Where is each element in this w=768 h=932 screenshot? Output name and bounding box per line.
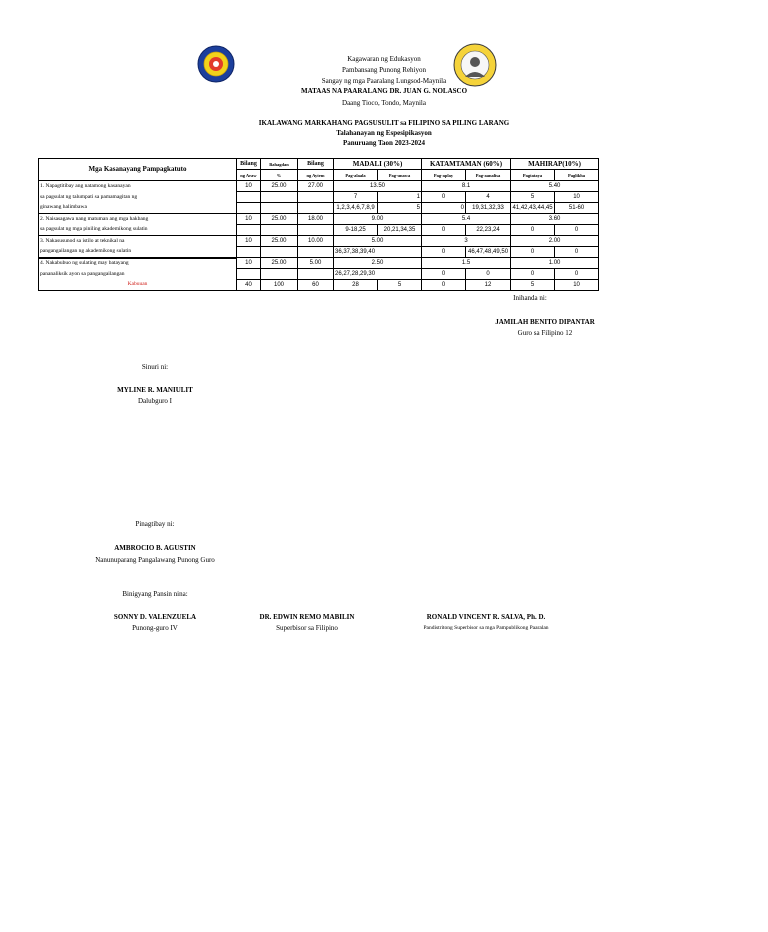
days-header: Bilang: [237, 159, 261, 170]
days-cell: 10: [237, 258, 261, 269]
table-row: [39, 236, 599, 247]
item-numbers-cell: 22,23,24: [466, 225, 511, 236]
total-items: 60: [298, 280, 334, 291]
noted-name-2: DR. EDWIN REMO MABILIN: [259, 613, 355, 621]
noted-name-3: RONALD VINCENT R. SALVA, Ph. D.: [426, 613, 546, 621]
item-numbers-cell: 0: [511, 247, 555, 258]
count-cell: 5: [511, 192, 555, 203]
noted-name-1: SONNY D. VALENZUELA: [113, 613, 197, 621]
madali-total: 2.50: [334, 258, 422, 269]
checked-label: Sinuri ni:: [141, 363, 169, 371]
competency-text: ginawang halimbawa: [39, 203, 237, 214]
competency-text: sa pagsulat ng mga piniling akademikong sulatin: [39, 225, 237, 236]
sub-header-unawa: Pag-unawa: [378, 170, 422, 181]
items-cell: 18.00: [298, 214, 334, 225]
noted-title-1: Punong-guro IV: [132, 624, 178, 632]
checked-name: MYLINE R. MANIULIT: [117, 386, 193, 394]
mahirap-total: 3.60: [511, 214, 599, 225]
approved-title: Nanunuparang Pangalawang Punong Guro: [95, 556, 215, 564]
items-header: Bilang: [298, 159, 334, 170]
item-numbers-cell: 36,37,38,39,40: [334, 247, 422, 258]
sub-header-aanalisa: Pag-aanalisa: [466, 170, 511, 181]
items-header-sub: ng Aytem: [298, 170, 334, 181]
katamtaman-total: 5.4: [422, 214, 511, 225]
division-line: Sangay ng mga Paaralang Lungsod-Maynila: [321, 77, 447, 85]
count-cell: 4: [466, 192, 511, 203]
item-numbers-cell: 0: [466, 269, 511, 280]
madali-total: 9.00: [334, 214, 422, 225]
competency-header: Mga Kasanayang Pampagkatuto: [39, 159, 237, 181]
total-value: 5: [378, 280, 422, 291]
items-cell: 10.00: [298, 236, 334, 247]
mahirap-total: 1.00: [511, 258, 599, 269]
competency-text: pananaliksik ayon sa pangangailangan: [39, 269, 237, 280]
table-row: [39, 225, 599, 236]
table-row: [39, 269, 599, 280]
prepared-name: JAMILAH BENITO DIPANTAR: [495, 318, 595, 326]
items-cell: 27.00: [298, 181, 334, 192]
madali-total: 13.50: [334, 181, 422, 192]
table-row: [39, 203, 599, 214]
items-cell: 5.00: [298, 258, 334, 269]
percent-cell: 25.00: [261, 181, 298, 192]
noted-label: Binigyang Pansin nina:: [122, 590, 188, 598]
sub-header-alaala: Pag-alaala: [334, 170, 378, 181]
total-value: 28: [334, 280, 378, 291]
competency-text: 2. Naisasagawa nang matuman ang mga hakbang: [39, 214, 237, 225]
table-row: [39, 247, 599, 258]
noted-title-2: Superbisor sa Filipino: [276, 624, 338, 632]
percent-cell: 25.00: [261, 236, 298, 247]
sub-header-pagtataya: Pagtataya: [511, 170, 555, 181]
percent-header: Bahagdan: [261, 159, 298, 170]
katamtaman-total: 3: [422, 236, 511, 247]
competency-text: 4. Nakabubuo ng sulating may batayang: [39, 258, 237, 269]
total-percent: 100: [261, 280, 298, 291]
total-row: [39, 280, 599, 291]
days-cell: 10: [237, 214, 261, 225]
count-cell: 7: [334, 192, 378, 203]
item-numbers-cell: 26,27,28,29,30: [334, 269, 422, 280]
checked-title: Dalubguro I: [137, 397, 173, 405]
approved-label: Pinagtibay ni:: [135, 520, 175, 528]
prepared-label: Inihanda ni:: [513, 294, 547, 302]
count-cell: 0: [422, 192, 466, 203]
katamtaman-total: 1.5: [422, 258, 511, 269]
item-numbers-cell: 0: [422, 269, 466, 280]
item-numbers-cell: 19,31,32,33: [466, 203, 511, 214]
madali-header: MADALI (30%): [334, 159, 422, 170]
total-value: 10: [555, 280, 599, 291]
item-numbers-cell: 9-18,25: [334, 225, 378, 236]
mahirap-header: MAHIRAP(10%): [511, 159, 599, 170]
item-numbers-cell: 5: [378, 203, 422, 214]
approved-name: AMBROCIO B. AGUSTIN: [114, 544, 196, 552]
school-name: MATAAS NA PAARALANG DR. JUAN G. NOLASCO: [300, 87, 468, 95]
competency-text: 3. Nakasusunod sa istilo at teknikal na: [39, 236, 237, 247]
item-numbers-cell: 0: [511, 225, 555, 236]
total-label: Kabuuan: [39, 280, 237, 291]
count-cell: 10: [555, 192, 599, 203]
item-numbers-cell: 0: [422, 225, 466, 236]
item-numbers-cell: 41,42,43,44,45: [511, 203, 555, 214]
tos-title: Talahanayan ng Espesipikasyon: [336, 129, 432, 137]
table-row: [39, 258, 599, 269]
item-numbers-cell: 20,21,34,35: [378, 225, 422, 236]
sub-header-aplay: Pag-aplay: [422, 170, 466, 181]
item-numbers-cell: 0: [555, 269, 599, 280]
noted-title-3: Pandistritong Superbisor sa mga Pampublikong Paaralan: [423, 625, 549, 631]
total-value: 5: [511, 280, 555, 291]
item-numbers-cell: 0: [555, 225, 599, 236]
percent-header-sub: %: [261, 170, 298, 181]
percent-cell: 25.00: [261, 214, 298, 225]
exam-title: IKALAWANG MARKAHANG PAGSUSULIT sa FILIPINO SA PILING LARANG: [258, 119, 510, 127]
madali-total: 5.00: [334, 236, 422, 247]
table-of-specifications: [38, 158, 599, 291]
count-cell: 1: [378, 192, 422, 203]
item-numbers-cell: 0: [422, 247, 466, 258]
competency-text: 1. Napagtitibay ang natamong kasanayan: [39, 181, 237, 192]
days-cell: 10: [237, 181, 261, 192]
days-header-sub: ng Araw: [237, 170, 261, 181]
item-numbers-cell: 51-60: [555, 203, 599, 214]
item-numbers-cell: 0: [422, 203, 466, 214]
percent-cell: 25.00: [261, 258, 298, 269]
school-year: Panuruang Taon 2023-2024: [342, 139, 426, 147]
department-line: Kagawaran ng Edukasyon: [347, 55, 421, 63]
item-numbers-cell: 0: [555, 247, 599, 258]
region-line: Pambansang Punong Rehiyon: [342, 66, 426, 74]
item-numbers-cell: 46,47,48,49,50: [466, 247, 511, 258]
katamtaman-total: 8.1: [422, 181, 511, 192]
katamtaman-header: KATAMTAMAN (60%): [422, 159, 511, 170]
item-numbers-cell: 0: [511, 269, 555, 280]
prepared-title: Guro sa Filipino 12: [517, 329, 573, 337]
mahirap-total: 2.00: [511, 236, 599, 247]
table-row: [39, 181, 599, 192]
days-cell: 10: [237, 236, 261, 247]
sub-header-paglikha: Paglikha: [555, 170, 599, 181]
total-value: 0: [422, 280, 466, 291]
mahirap-total: 5.40: [511, 181, 599, 192]
school-address: Daang Tioco, Tondo, Maynila: [342, 99, 426, 107]
total-value: 12: [466, 280, 511, 291]
competency-text: sa pagsulat ng talumpati sa pamamagitan ng: [39, 192, 237, 203]
table-row: [39, 214, 599, 225]
item-numbers-cell: 1,2,3,4,6,7,8,9: [334, 203, 378, 214]
table-row: [39, 192, 599, 203]
total-days: 40: [237, 280, 261, 291]
competency-text: pangangailangan ng akademikong sulatin: [39, 247, 237, 258]
